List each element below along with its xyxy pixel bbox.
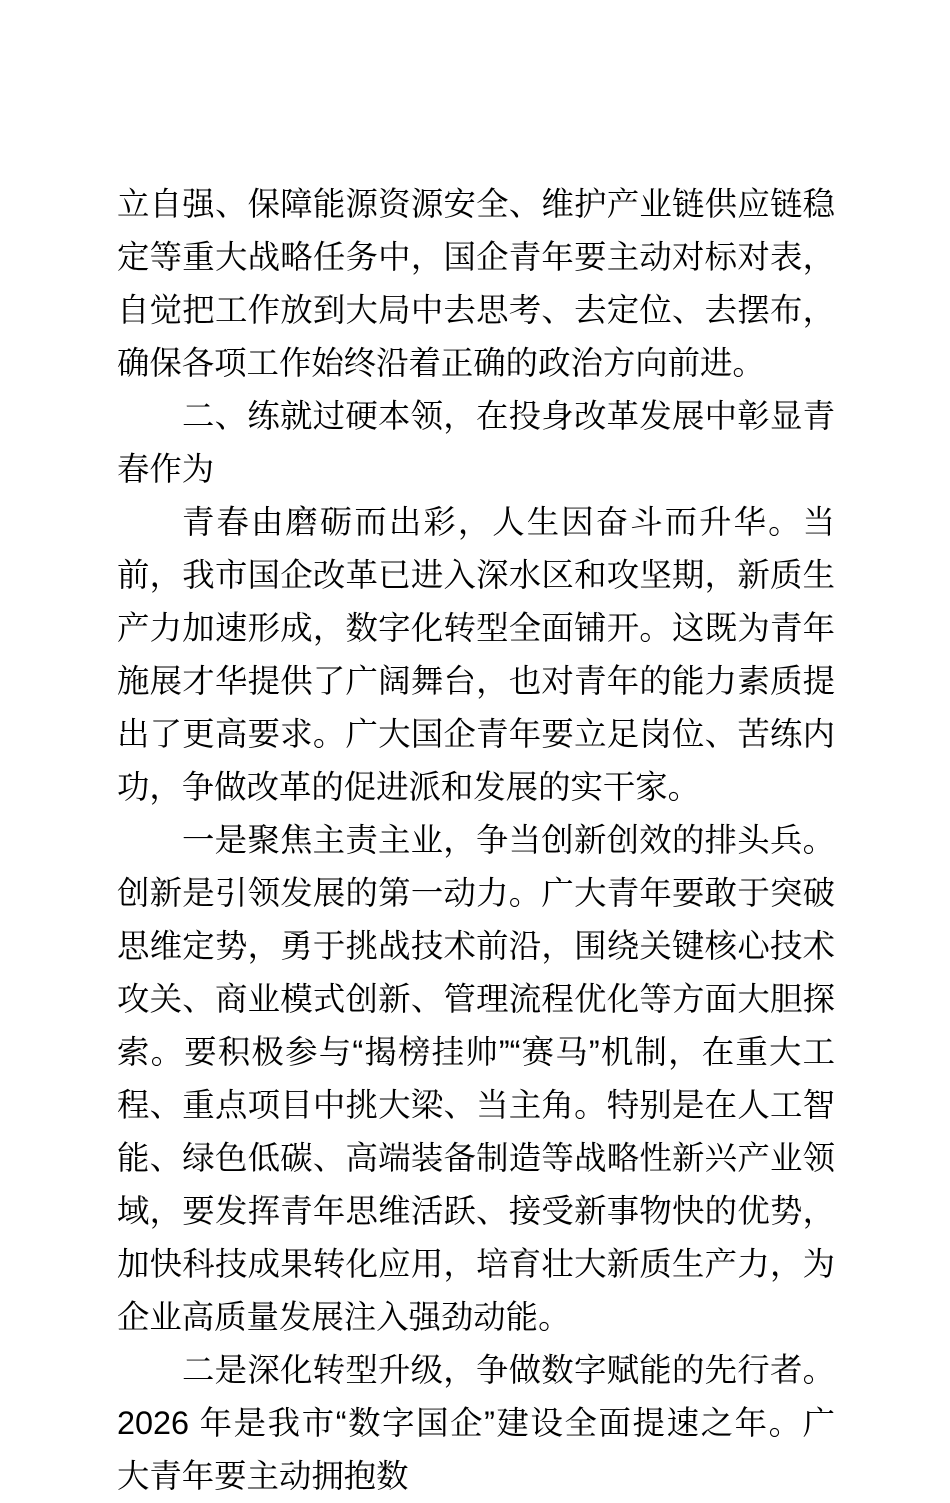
paragraph-youth-tempering: 青春由磨砺而出彩，人生因奋斗而升华。当前，我市国企改革已进入深水区和攻坚期，新质生产力加速形成，数字化转型全面铺开。这既为青年施展才华提供了广阔舞台，也对青年的能力素质提出了更高要求。广大国企青年要立足岗位、苦练内功，争做改革的促进派和发展的实干家。 <box>117 504 835 805</box>
paragraph-continuation: 立自强、保障能源资源安全、维护产业链供应链稳定等重大战略任务中，国企青年要主动对标对表，自觉把工作放到大局中去思考、去定位、去摆布，确保各项工作始终沿着正确的政治方向前进。 <box>117 186 835 381</box>
paragraph-point-two: 二是深化转型升级，争做数字赋能的先行者。2026 年是我市“数字国企”建设全面提速之年。广大青年要主动拥抱数 <box>117 1352 835 1494</box>
section-heading-two: 二、练就过硬本领，在投身改革发展中彰显青春作为 <box>117 398 835 487</box>
paragraph-point-one: 一是聚焦主责主业，争当创新创效的排头兵。创新是引领发展的第一动力。广大青年要敢于突破思维定势，勇于挑战技术前沿，围绕关键核心技术攻关、商业模式创新、管理流程优化等方面大胆探索。要积极参与“揭榜挂帅”“赛马”机制，在重大工程、重点项目中挑大梁、当主角。特别是在人工智能、绿色低碳、高端装备制造等战略性新兴产业领域，要发挥青年思维活跃、接受新事物快的优势，加快科技成果转化应用，培育壮大新质生产力，为企业高质量发展注入强劲动能。 <box>117 822 835 1335</box>
document-text-body <box>117 178 835 1503</box>
